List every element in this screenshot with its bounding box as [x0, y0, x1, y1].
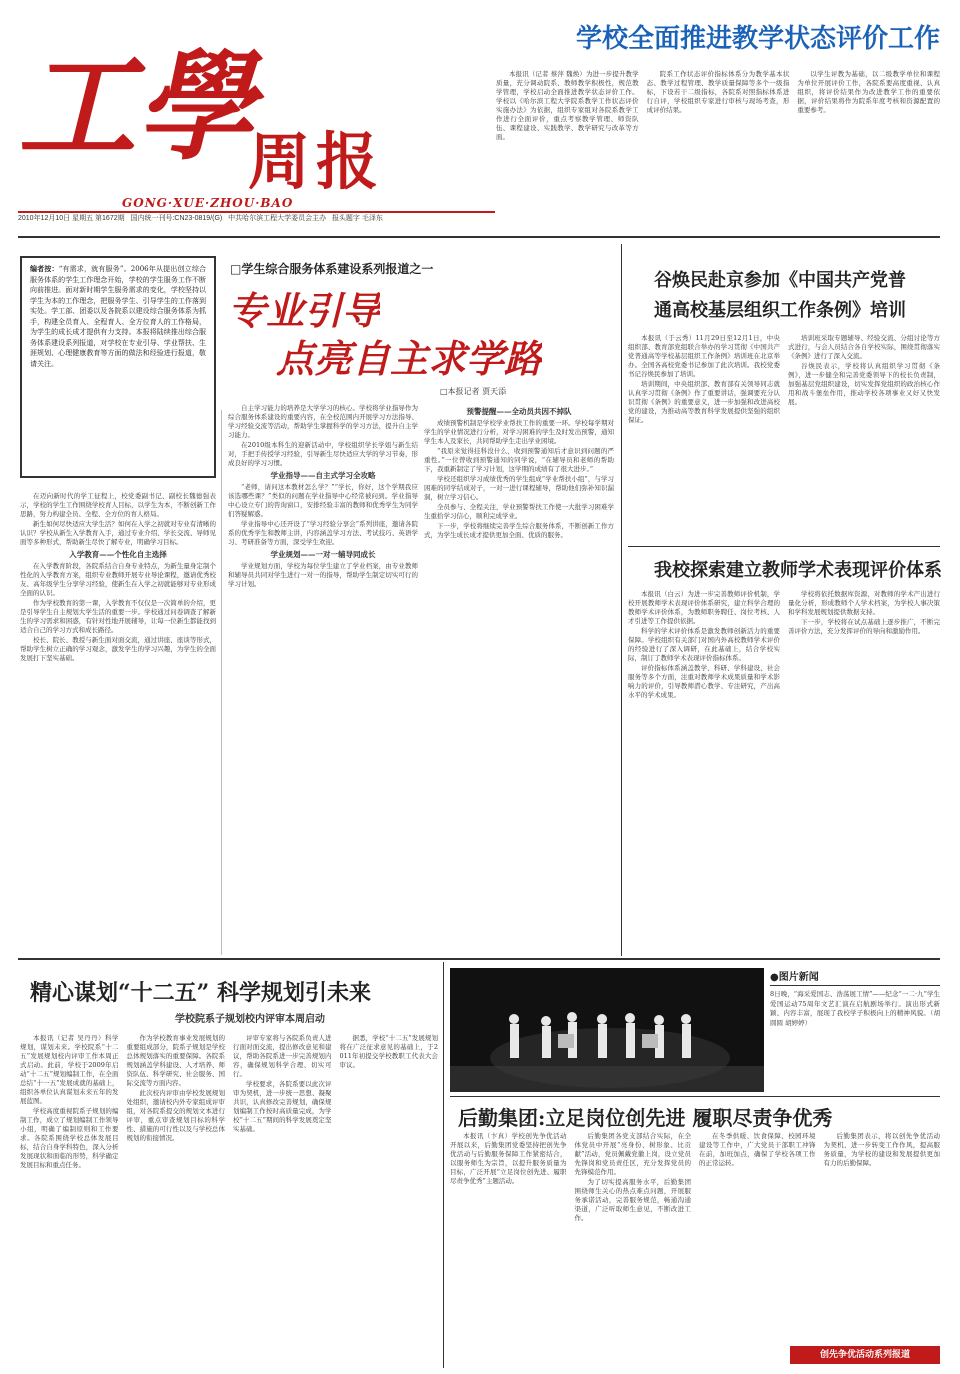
feature-paragraph: 新生如何尽快适应大学生活？如何在入学之初就对专业有清晰的认识？学校从新生入学教育入手，通过专业介绍、学长交流、导师见面等多种形式，帮助新生尽快了解专业，明确学习目标。: [20, 520, 216, 546]
feature-paragraph: 学校还组织学习成绩优秀的学生组成“学业帮扶小组”，与学习困难的同学结成对子，一对一进行课程辅导，帮助他们弥补知识漏洞，树立学习信心。: [424, 475, 614, 501]
photo-news-label: ●图片新闻: [770, 968, 940, 986]
feature-paragraph: 成绩预警机制是学校学业帮扶工作的重要一环。学校每学期对学生的学业情况进行分析，对学习困难的学生及时发出预警，通知学生本人及家长，共同帮助学生走出学业困境。: [424, 419, 614, 445]
feature-series: □学生综合服务体系建设系列报道之一: [230, 262, 434, 276]
planning-paragraph: 作为学校教育事业发展规划的重要组成部分，院系子规划是学校总体规划落实的重要保障。各院系规划涵盖学科建设、人才培养、师资队伍、科学研究、社会服务、国际交流等方面内容。: [126, 1034, 225, 1087]
logistics-paragraph: 后勤集团表示，将以创先争优活动为契机，进一步转变工作作风，提高服务质量，为学校的建设和发展提供更加有力的后勤保障。: [823, 1132, 940, 1167]
feature-paragraph: 学业指导中心还开设了“学习经验分享会”系列讲座，邀请各院系的优秀学生和教师主讲，内容涵盖学习方法、考试技巧、英语学习、考研准备等方面，深受学生欢迎。: [228, 520, 418, 546]
feature-paragraph: 在迈向新时代的学工征程上，校党委副书记、副校长魏德强表示，学校的学生工作围绕学校育人目标，以学生为本，不断创新工作思路，努力构建全员、全程、全方位的育人格局。: [20, 492, 216, 518]
feature-paragraph: “老师，请问这本教材怎么学？”“学长，你好，这个学期我应该选哪些课？”类似的问题在学业指导中心经常被问到。学业指导中心设立专门的咨询窗口，安排经验丰富的教师和优秀学生为同学们答疑解惑。: [228, 483, 418, 518]
editor-note-label: 编者按：: [30, 264, 59, 273]
feature-subhead: 入学教育——个性化自主选择: [69, 550, 167, 559]
feature-subhead: 学业指导——自主式学习全攻略: [270, 471, 376, 480]
feature-paragraph: 学业规划方面，学校为每位学生建立了学业档案，由专业教师和辅导员共同对学生进行一对一的指导，帮助学生制定切实可行的学习计划。: [228, 562, 418, 588]
planning-subhead: 学校院系子规划校内评审本周启动: [175, 1014, 325, 1025]
photo-news-box: [770, 968, 940, 1092]
training-paragraph: 本报讯（于云秀）11月29日至12月1日，中央组织部、教育部党组联合举办的学习贯彻《中国共产党普通高等学校基层组织工作条例》培训班在北京举办。全国各高校党委书记参加了此次培训。我校党委书记谷焕民参加了培训。: [628, 334, 780, 378]
feature-headline-line2: 点亮自主求学路: [276, 337, 543, 381]
news-photo: [450, 968, 764, 1092]
masthead-issn: 国内统一刊号:CN23-0819/(G): [130, 215, 223, 222]
masthead: [0, 0, 495, 240]
series-badge: 创先争优活动系列报道: [790, 1346, 940, 1364]
planning-paragraph: 评审专家将与各院系负责人进行面对面交流，提出修改意见和建议，帮助各院系进一步完善规划内容，确保规划科学合理、切实可行。: [233, 1034, 332, 1078]
planning-headline: 精心谋划“十二五” 科学规划引未来: [30, 980, 371, 1006]
feature-paragraph: 自主学习能力的培养是大学学习的核心。学校将学业指导作为综合服务体系建设的重要内容，在全校范围内开展学习方法指导、学习经验交流等活动，帮助学生掌握科学的学习方法，提升自主学习能力。: [228, 404, 418, 439]
training-headline-line2: 通高校基层组织工作条例》培训: [654, 300, 906, 321]
planning-paragraph: 学校要求，各院系要以此次评审为契机，进一步统一思想、凝聚共识，认真修改完善规划，确保规划编制工作按时高质量完成，为学校“十二五”期间的科学发展奠定坚实基础。: [233, 1080, 332, 1133]
feature-subhead: 预警提醒——全动员共因不掉队: [466, 407, 572, 416]
evaluation-headline: 我校探索建立教师学术表现评价体系: [654, 560, 942, 581]
masthead-title: 周报: [248, 125, 385, 198]
feature-paragraph: 下一步，学校将继续完善学生综合服务体系，不断创新工作方式，为学生成长成才提供更加全面、优质的服务。: [424, 522, 614, 539]
feature-subhead: 学业规划——一对一辅导同成长: [270, 550, 376, 559]
stage-scene-illustration: [450, 968, 764, 1092]
feature-paragraph: “我原来觉得挂科没什么，收到预警通知后才意识到问题的严重性。”一位曾收到预警通知的同学说，“在辅导员和老师的帮助下，我重新制定了学习计划，这学期的成绩有了很大进步。”: [424, 447, 614, 473]
logistics-paragraph: 本报讯（卞真）学校创先争优活动开展以来，后勤集团党委坚持把创先争优活动与后勤服务保障工作紧密结合，以服务师生为宗旨，以提升服务质量为目标，广泛开展“立足岗位创先进、履职尽责争优秀”主题活动。: [450, 1132, 567, 1185]
logistics-headline: 后勤集团:立足岗位创先进 履职尽责争优秀: [458, 1106, 833, 1130]
evaluation-paragraph: 下一步，学校将在试点基础上逐步推广，不断完善评价方法，充分发挥评价的导向和激励作用。: [788, 618, 940, 635]
top-story-headline: 学校全面推进教学状态评价工作: [575, 24, 940, 54]
planning-paragraph: 据悉，学校“十二五”发展规划将在广泛征求意见的基础上，于2011年初提交学校教职工代表大会审议。: [339, 1034, 438, 1069]
top-story-paragraph: 以学生评教为基础，以二级教学单位和课程为单位开展评价工作，各院系要高度重视、认真组织，将评价结果作为改进教学工作的重要依据，评价结果将作为院系年度考核和资源配置的重要参考。: [797, 70, 940, 114]
feature-headline-line1: 专业引导: [228, 289, 381, 333]
masthead-publisher: 中共哈尔滨工程大学委员会主办: [228, 215, 327, 222]
feature-paragraph: 校长、院长、教授与新生面对面交流，通过讲座、座谈等形式，帮助学生树立正确的学习观念，激发学生的学习兴趣，为学生的全面发展打下坚实基础。: [20, 636, 216, 662]
training-paragraph: 培训班采取专题辅导、经验交流、分组讨论等方式进行，与会人员结合各自学校实际，围绕贯彻落实《条例》进行了深入交流。: [788, 334, 940, 360]
masthead-pinyin: GONG·XUE·ZHOU·BAO: [122, 196, 294, 210]
photo-news-caption: 8日晚，“海采爱国志、浩荡展工情”——纪念“一二·九”学生爱国运动75周年文艺汇演在启航剧场举行。演出形式新颖、内容丰富，展现了我校学子积极向上的精神风貌。（胡圆圆 胡婷婷）: [770, 990, 940, 1027]
planning-paragraph: 此次校内评审由学校发展规划处组织，邀请校内外专家组成评审组，对各院系提交的规划文本进行评审，重点审查规划目标的科学性、措施的可行性以及与学校总体规划的衔接情况。: [126, 1089, 225, 1142]
logistics-paragraph: 为了切实提高服务水平，后勤集团围绕师生关心的热点难点问题，开展服务承诺活动，完善服务规范，畅通沟通渠道，广泛听取师生意见，不断改进工作。: [574, 1178, 691, 1222]
svg-text:工學: 工學: [18, 37, 255, 176]
logistics-paragraph: 在冬季供暖、饮食保障、校园环境建设等工作中，广大党员干部职工冲锋在前，加班加点，确保了学校各项工作的正常运转。: [699, 1132, 816, 1167]
planning-paragraph: 学校高度重视院系子规划的编制工作，成立了规划编制工作领导小组，明确了编制原则和工作要求。各院系围绕学校总体发展目标，结合自身学科特色，深入分析发展现状和面临的形势，科学确定发展目标和重点任务。: [20, 1107, 119, 1169]
training-paragraph: 谷焕民表示，学校将认真组织学习贯彻《条例》，进一步健全和完善党委领导下的校长负责制，加强基层党组织建设，切实发挥党组织的政治核心作用和战斗堡垒作用，推动学校各项事业又好又快发展。: [788, 362, 940, 406]
masthead-date: 2010年12月10日 星期五 第1672期: [18, 215, 125, 222]
feature-paragraph: 在2010级本科生的迎新活动中，学校组织学长学姐与新生结对，手把手传授学习经验，引导新生尽快适应大学的学习节奏，形成良好的学习习惯。: [228, 441, 418, 467]
evaluation-paragraph: 科学的学术评价体系是激发教师创新活力的重要保障。学校组织有关部门对国内外高校教师学术评价的经验进行了深入调研，在此基础上，结合学校实际，制订了教师学术表现评价指标体系。: [628, 627, 780, 662]
top-story-paragraph: 本报讯（记者 蔡萍 魏焕）为进一步提升教学质量，充分调动院系、教师教学积极性，规范教学管理，学校启动全面推进教学状态评价工作。学校以《哈尔滨工程大学院系教学工作状态评价实施办法》为依据，组织专家组对各院系教学工作进行全面评价，重点考察教学管理、师资队伍、课程建设、实践教学、教学研究与改革等方面。: [496, 70, 639, 141]
logistics-paragraph: 后勤集团各党支部结合实际，在全体党员中开展“亮身份、树形象、比贡献”活动，党员佩戴党徽上岗，设立党员先锋岗和党员责任区，充分发挥党员的先锋模范作用。: [574, 1132, 691, 1176]
editor-note-box: [20, 256, 216, 478]
planning-paragraph: 本报讯（记者 吴丹丹）科学规划，谋划未来。学校院系“十二五”发展规划校内评审工作本周正式启动。此前，学校于2009年启动“十二五”规划编制工作，在全面总结“十一五”发展成就的基础上，组织各单位认真谋划未来五年的发展蓝图。: [20, 1034, 119, 1105]
masthead-editor-note: 报头题字 毛泽东: [331, 215, 383, 222]
training-paragraph: 培训期间，中央组织部、教育部有关领导同志就认真学习贯彻《条例》作了重要讲话，强调要充分认识贯彻《条例》的重要意义，进一步加强和改进高校党的建设，为推动高等教育科学发展提供坚强的组织保证。: [628, 380, 780, 424]
training-headline-line1: 谷焕民赴京参加《中国共产党普: [654, 270, 906, 291]
evaluation-paragraph: 学校将依托数据库资源，对教师的学术产出进行量化分析，形成教师个人学术档案，为学校人事决策和学科发展规划提供数据支持。: [788, 590, 940, 616]
feature-paragraph: 在入学教育阶段，各院系结合自身专业特点，为新生量身定制个性化的入学教育方案，组织专业教师开展专业导论课程，邀请优秀校友、高年级学生分享学习经验，使新生在入学之初就能够对专业形成全面的认识。: [20, 562, 216, 597]
evaluation-paragraph: 本报讯（白云）为进一步完善教师评价机制，学校开展教师学术表现评价体系研究，建立科学合理的教师学术评价体系，为教师职务聘任、岗位考核、人才引进等工作提供依据。: [628, 590, 780, 625]
feature-paragraph: 作为学校教育的第一课，入学教育不仅仅是一次简单的介绍，更是引导学生自主规划大学生活的重要一步。学校通过问卷调查了解新生的学习需求和困惑，有针对性地开展辅导，让每一位新生都能找到适合自己的学习方式和成长路径。: [20, 599, 216, 634]
feature-paragraph: 全员参与、全程关注，学业预警帮扶工作使一大批学习困难学生重拾学习信心，顺利完成学业。: [424, 503, 614, 520]
evaluation-paragraph: 评价指标体系涵盖教学、科研、学科建设、社会服务等多个方面，注重对教师学术成果质量和学术影响力的评价，引导教师潜心教学、专注研究，产出高水平的学术成果。: [628, 664, 780, 699]
editor-note-text: “有需求，就有服务”。2006年从提出创立综合服务体系的学生工作理念开始，学校的学生服务工作不断向前推进。面对新时期学生服务需求的变化，学校坚持以学生为本的工作理念，把服务学生、引导学生的工作落到实处。学工部、团委以及各院系以建设综合服务体系为抓手，构建全员育人、全程育人、全方位育人的工作格局，为学生的成长成才提供有力支持。本报将陆续推出综合服务体系建设系列报道，对学校在专业引导、学业帮扶、生涯规划、心理健康教育等方面的做法和经验进行报道，敬请关注。: [30, 265, 206, 368]
top-story-paragraph: 院系工作状态评价指标体系分为教学基本状态、教学过程管理、教学质量保障等多个一级指标，下设若干二级指标，各院系对照指标体系进行自评，学校组织专家进行审核与现场考查，形成评价结果。: [646, 70, 790, 114]
feature-byline: □本报记者 贾天添: [440, 387, 507, 396]
